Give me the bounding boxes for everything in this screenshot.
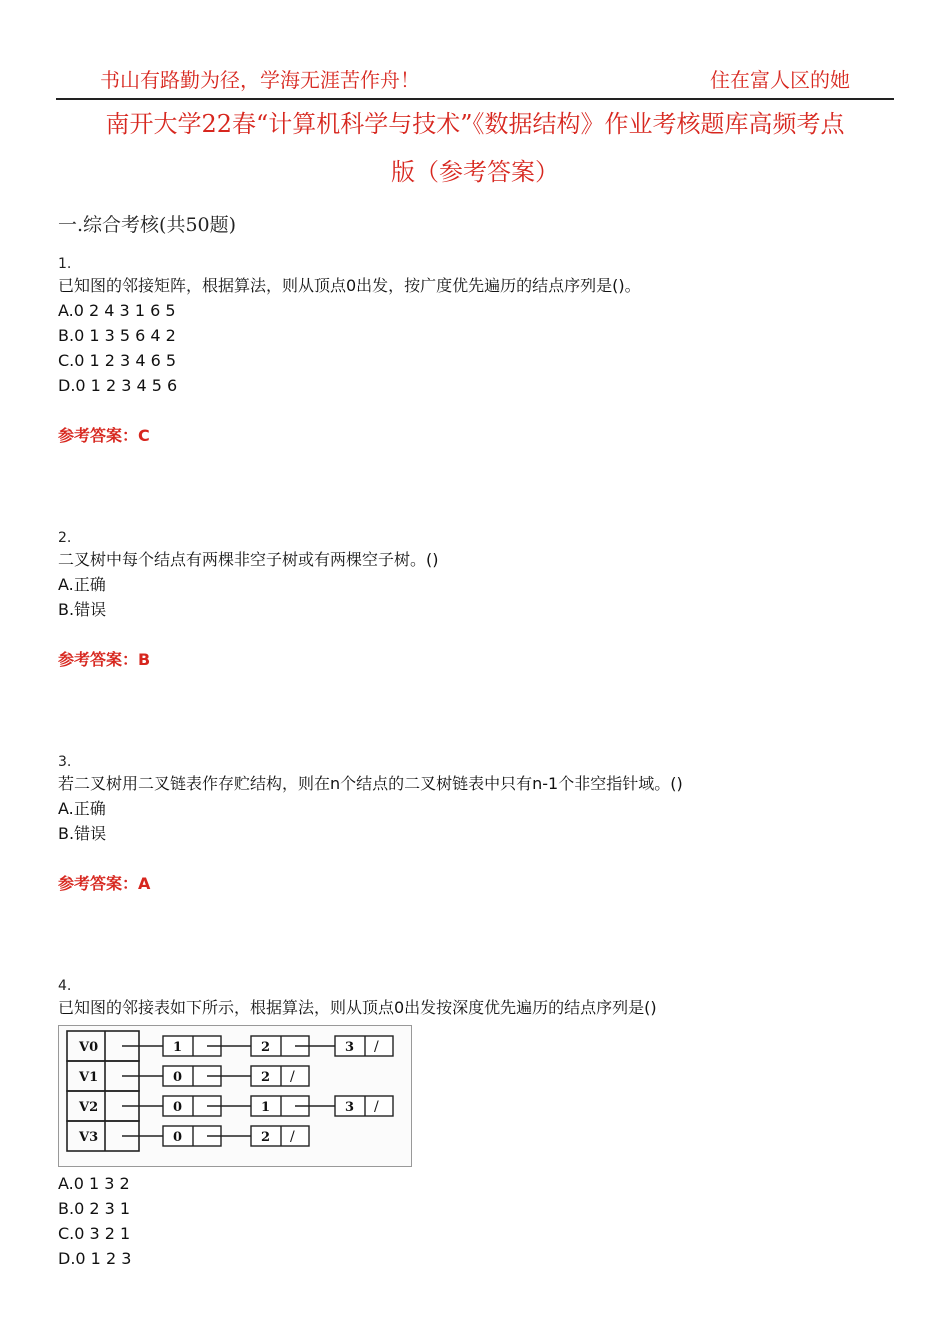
question-number: 4. (58, 978, 72, 994)
list-node-value: 0 (173, 1100, 183, 1115)
option-d: D.0 1 2 3 (58, 1249, 132, 1268)
question-2 (58, 529, 908, 672)
header-divider (56, 98, 894, 100)
option-c: C.0 3 2 1 (58, 1224, 131, 1243)
question-text: 已知图的邻接表如下所示，根据算法，则从顶点0出发按深度优先遍历的结点序列是() (58, 998, 657, 1017)
answer-label: 参考答案：A (58, 874, 151, 893)
question-text: 二叉树中每个结点有两棵非空子树或有两棵空子树。() (58, 550, 439, 569)
list-node-value: 1 (173, 1040, 183, 1055)
option-a: A.0 1 3 2 (58, 1174, 130, 1193)
list-node-value: 0 (173, 1130, 183, 1145)
list-node-value: 3 (345, 1100, 355, 1115)
question-number: 2. (58, 530, 72, 546)
question-3 (58, 753, 908, 896)
null-marker: / (290, 1069, 295, 1085)
list-node-value: 3 (345, 1040, 355, 1055)
answer-label: 参考答案：B (58, 650, 151, 669)
list-node-value: 0 (173, 1070, 183, 1085)
question-number: 3. (58, 754, 72, 770)
option-c: C.0 1 2 3 4 6 5 (58, 351, 177, 370)
option-b: B.0 2 3 1 (58, 1199, 131, 1218)
document-title-line-2: 版（参考答案） (391, 158, 559, 186)
list-node-value: 2 (261, 1040, 271, 1055)
list-node (335, 1096, 393, 1116)
list-node (251, 1126, 309, 1146)
question-text: 已知图的邻接矩阵，根据算法，则从顶点0出发，按广度优先遍历的结点序列是()。 (58, 276, 641, 295)
vertex-label: V1 (79, 1070, 99, 1085)
question-text: 若二叉树用二叉链表作存贮结构，则在n个结点的二叉树链表中只有n-1个非空指针域。() (58, 774, 683, 793)
list-node-value: 2 (261, 1130, 271, 1145)
option-a: A.0 2 4 3 1 6 5 (58, 301, 176, 320)
header-motto: 书山有路勤为径，学海无涯苦作舟！ (100, 68, 420, 92)
list-node (251, 1066, 309, 1086)
option-b: B.错误 (58, 600, 107, 619)
question-1 (58, 255, 908, 448)
null-marker: / (374, 1039, 379, 1055)
document-title-line-1: 南开大学22春“计算机科学与技术”《数据结构》作业考核题库高频考点 (105, 110, 845, 138)
option-b: B.错误 (58, 824, 107, 843)
question-number: 1. (58, 256, 72, 272)
section-heading: 一.综合考核(共50题) (58, 214, 237, 236)
answer-label: 参考答案：C (58, 426, 150, 445)
adjacency-list-figure (58, 1025, 412, 1167)
vertex-label: V3 (79, 1130, 99, 1145)
null-marker: / (290, 1129, 295, 1145)
option-d: D.0 1 2 3 4 5 6 (58, 376, 178, 395)
null-marker: / (374, 1099, 379, 1115)
list-node (335, 1036, 393, 1056)
vertex-label: V2 (79, 1100, 99, 1115)
header-author: 住在富人区的她 (710, 68, 850, 92)
option-a: A.正确 (58, 799, 106, 818)
question-4 (58, 977, 908, 1271)
vertex-label: V0 (79, 1040, 99, 1055)
option-b: B.0 1 3 5 6 4 2 (58, 326, 176, 345)
list-node-value: 1 (261, 1100, 271, 1115)
option-a: A.正确 (58, 575, 106, 594)
list-node-value: 2 (261, 1070, 271, 1085)
